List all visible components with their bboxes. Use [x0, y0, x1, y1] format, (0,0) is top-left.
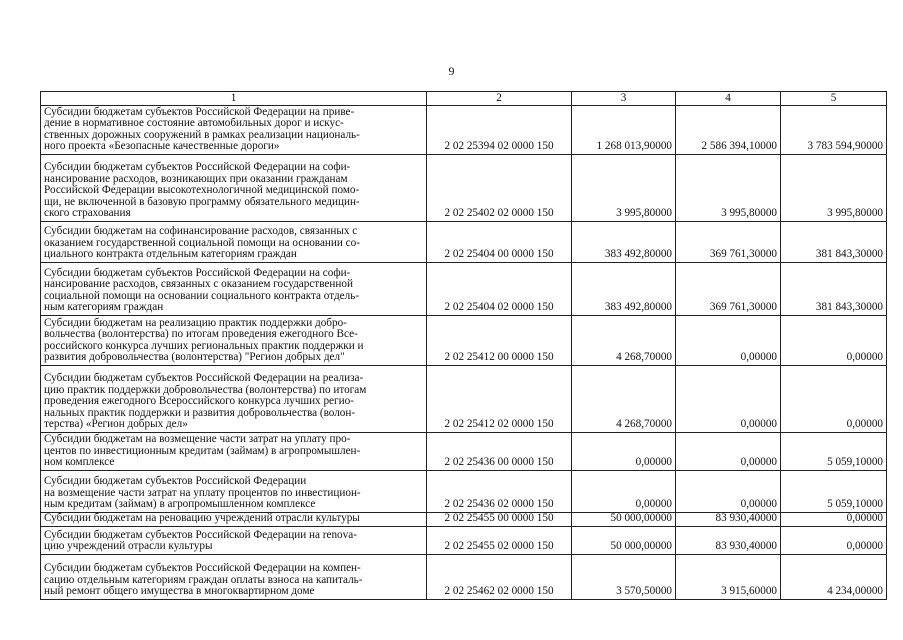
budget-code: 2 02 25455 00 0000 150 [427, 513, 572, 527]
description-line: Субсидии бюджетам субъектов Российской Федерации на приве- [44, 105, 355, 118]
description-line: ном комплексе [44, 456, 115, 469]
description-line: вольчества (волонтерства) по итогам проведения ежегодного Все- [44, 328, 358, 341]
row-description [41, 471, 427, 513]
table-row [41, 433, 887, 471]
value-col4: 0,00000 [676, 366, 781, 433]
description-line: Субсидии бюджетам субъектов Российской Федерации на renova- [44, 528, 357, 541]
description-line: развития добровольчества (волонтерства) "Регион добрых дел" [44, 351, 345, 364]
description-line: ным категориям граждан [44, 301, 164, 314]
value-col5: 3 783 594,90000 [781, 106, 887, 155]
budget-code: 2 02 25402 02 0000 150 [427, 155, 572, 222]
description-line: ного проекта «Безопасные качественные дороги» [44, 140, 280, 153]
budget-code: 2 02 25404 00 0000 150 [427, 222, 572, 263]
table-row [41, 155, 887, 222]
value-col5: 0,00000 [781, 366, 887, 433]
value-col4: 0,00000 [676, 471, 781, 513]
budget-code: 2 02 25462 02 0000 150 [427, 555, 572, 600]
description-line: нансирование расходов, связанных с оказанием государственной [44, 278, 353, 291]
column-header: 5 [781, 92, 887, 106]
value-col5: 0,00000 [781, 513, 887, 527]
table-body [41, 106, 887, 600]
value-col3: 50 000,00000 [572, 527, 676, 555]
column-header: 3 [572, 92, 676, 106]
table-row [41, 471, 887, 513]
description-line: ным кредитам (займам) в агропромышленном комплексе [44, 498, 316, 511]
description-line: Субсидии бюджетам субъектов Российской Федерации на компен- [44, 562, 361, 575]
column-header: 1 [41, 92, 427, 106]
value-col4: 3 915,60000 [676, 555, 781, 600]
value-col5: 381 843,30000 [781, 222, 887, 263]
table-row [41, 366, 887, 433]
value-col4: 2 586 394,10000 [676, 106, 781, 155]
description-line: нансирование расходов, возникающих при оказании гражданам [44, 172, 348, 185]
table-row [41, 555, 887, 600]
subsidies-table [40, 91, 887, 600]
value-col5: 5 059,10000 [781, 471, 887, 513]
budget-code: 2 02 25412 00 0000 150 [427, 316, 572, 366]
value-col3: 0,00000 [572, 471, 676, 513]
row-description [41, 366, 427, 433]
description-line: социальной помощи на основании социального контракта отдель- [44, 289, 360, 302]
value-col5: 0,00000 [781, 527, 887, 555]
budget-code: 2 02 25455 02 0000 150 [427, 527, 572, 555]
table-row [41, 106, 887, 155]
budget-code: 2 02 25394 02 0000 150 [427, 106, 572, 155]
value-col3: 383 492,80000 [572, 222, 676, 263]
value-col4: 369 761,30000 [676, 263, 781, 316]
value-col4: 3 995,80000 [676, 155, 781, 222]
description-line: сацию отдельным категориям граждан оплаты взноса на капиталь- [44, 573, 363, 586]
row-description [41, 263, 427, 316]
value-col4: 369 761,30000 [676, 222, 781, 263]
value-col3: 383 492,80000 [572, 263, 676, 316]
page-number: 9 [448, 64, 455, 78]
table-row [41, 263, 887, 316]
description-line: ный ремонт общего имущества в многоквартирном доме [44, 585, 315, 598]
description-line: цию учреждений отрасли культуры [44, 540, 213, 553]
value-col5: 5 059,10000 [781, 433, 887, 471]
value-col5: 4 234,00000 [781, 555, 887, 600]
budget-code: 2 02 25412 02 0000 150 [427, 366, 572, 433]
description-line: Субсидии бюджетам субъектов Российской Федерации на софи- [44, 161, 351, 174]
budget-code: 2 02 25436 00 0000 150 [427, 433, 572, 471]
value-col3: 3 995,80000 [572, 155, 676, 222]
description-line: Субсидии бюджетам субъектов Российской Федерации на реализа- [44, 372, 364, 385]
description-line: Субсидии бюджетам субъектов Российской Федерации [44, 475, 307, 488]
row-description [41, 155, 427, 222]
description-line: на возмещение части затрат на уплату процентов по инвестицион- [44, 486, 361, 499]
description-line: цию практик поддержки добровольчества (волонтерства) по итогам [44, 383, 367, 396]
description-line: российского конкурса лучших региональных практик поддержки и [44, 339, 364, 352]
value-col4: 83 930,40000 [676, 527, 781, 555]
value-col3: 0,00000 [572, 433, 676, 471]
value-col3: 4 268,70000 [572, 316, 676, 366]
column-header: 4 [676, 92, 781, 106]
row-description [41, 222, 427, 263]
description-line: нальных практик поддержки и развития добровольчества (волон- [44, 406, 356, 419]
description-line: Субсидии бюджетам на софинансирование расходов, связанных с [44, 225, 358, 238]
row-description [41, 527, 427, 555]
row-description [41, 555, 427, 600]
table-row [41, 513, 887, 527]
row-description [41, 106, 427, 155]
description-line: Субсидии бюджетам на возмещение части затрат на уплату про- [44, 433, 351, 446]
budget-code: 2 02 25404 02 0000 150 [427, 263, 572, 316]
value-col3: 1 268 013,90000 [572, 106, 676, 155]
row-description [41, 316, 427, 366]
table-row [41, 527, 887, 555]
header-row [41, 92, 887, 106]
description-line: ственных дорожных сооружений в рамках реализации националь- [44, 128, 360, 141]
description-line: Субсидии бюджетам субъектов Российской Федерации на софи- [44, 266, 351, 279]
description-line: щи, не включенной в базовую программу обязательного медицин- [44, 195, 360, 208]
value-col3: 4 268,70000 [572, 366, 676, 433]
value-col5: 0,00000 [781, 316, 887, 366]
value-col5: 381 843,30000 [781, 263, 887, 316]
value-col5: 3 995,80000 [781, 155, 887, 222]
row-description [41, 433, 427, 471]
value-col3: 50 000,00000 [572, 513, 676, 527]
value-col4: 0,00000 [676, 433, 781, 471]
table-row [41, 316, 887, 366]
description-line: Субсидии бюджетам на реализацию практик поддержки добро- [44, 316, 347, 329]
value-col4: 83 930,40000 [676, 513, 781, 527]
description-line: ского страхования [44, 207, 131, 220]
row-description [41, 513, 427, 527]
column-header: 2 [427, 92, 572, 106]
description-line: дение в нормативное состояние автомобильных дорог и искус- [44, 117, 344, 130]
description-line: Субсидии бюджетам на реновацию учреждений отрасли культуры [44, 512, 360, 525]
budget-code: 2 02 25436 02 0000 150 [427, 471, 572, 513]
description-line: центов по инвестиционным кредитам (займам) в агропромышлен- [44, 444, 361, 457]
description-line: терства) «Регион добрых дел» [44, 418, 188, 431]
description-line: Российской Федерации высокотехнологичной медицинской помо- [44, 184, 360, 197]
value-col3: 3 570,50000 [572, 555, 676, 600]
description-line: проведения ежегодного Всероссийского конкурса лучших регио- [44, 395, 354, 408]
description-line: циального контракта отдельным категориям граждан [44, 248, 297, 261]
value-col4: 0,00000 [676, 316, 781, 366]
description-line: оказанием государственной социальной помощи на основании со- [44, 236, 360, 249]
table-row [41, 222, 887, 263]
